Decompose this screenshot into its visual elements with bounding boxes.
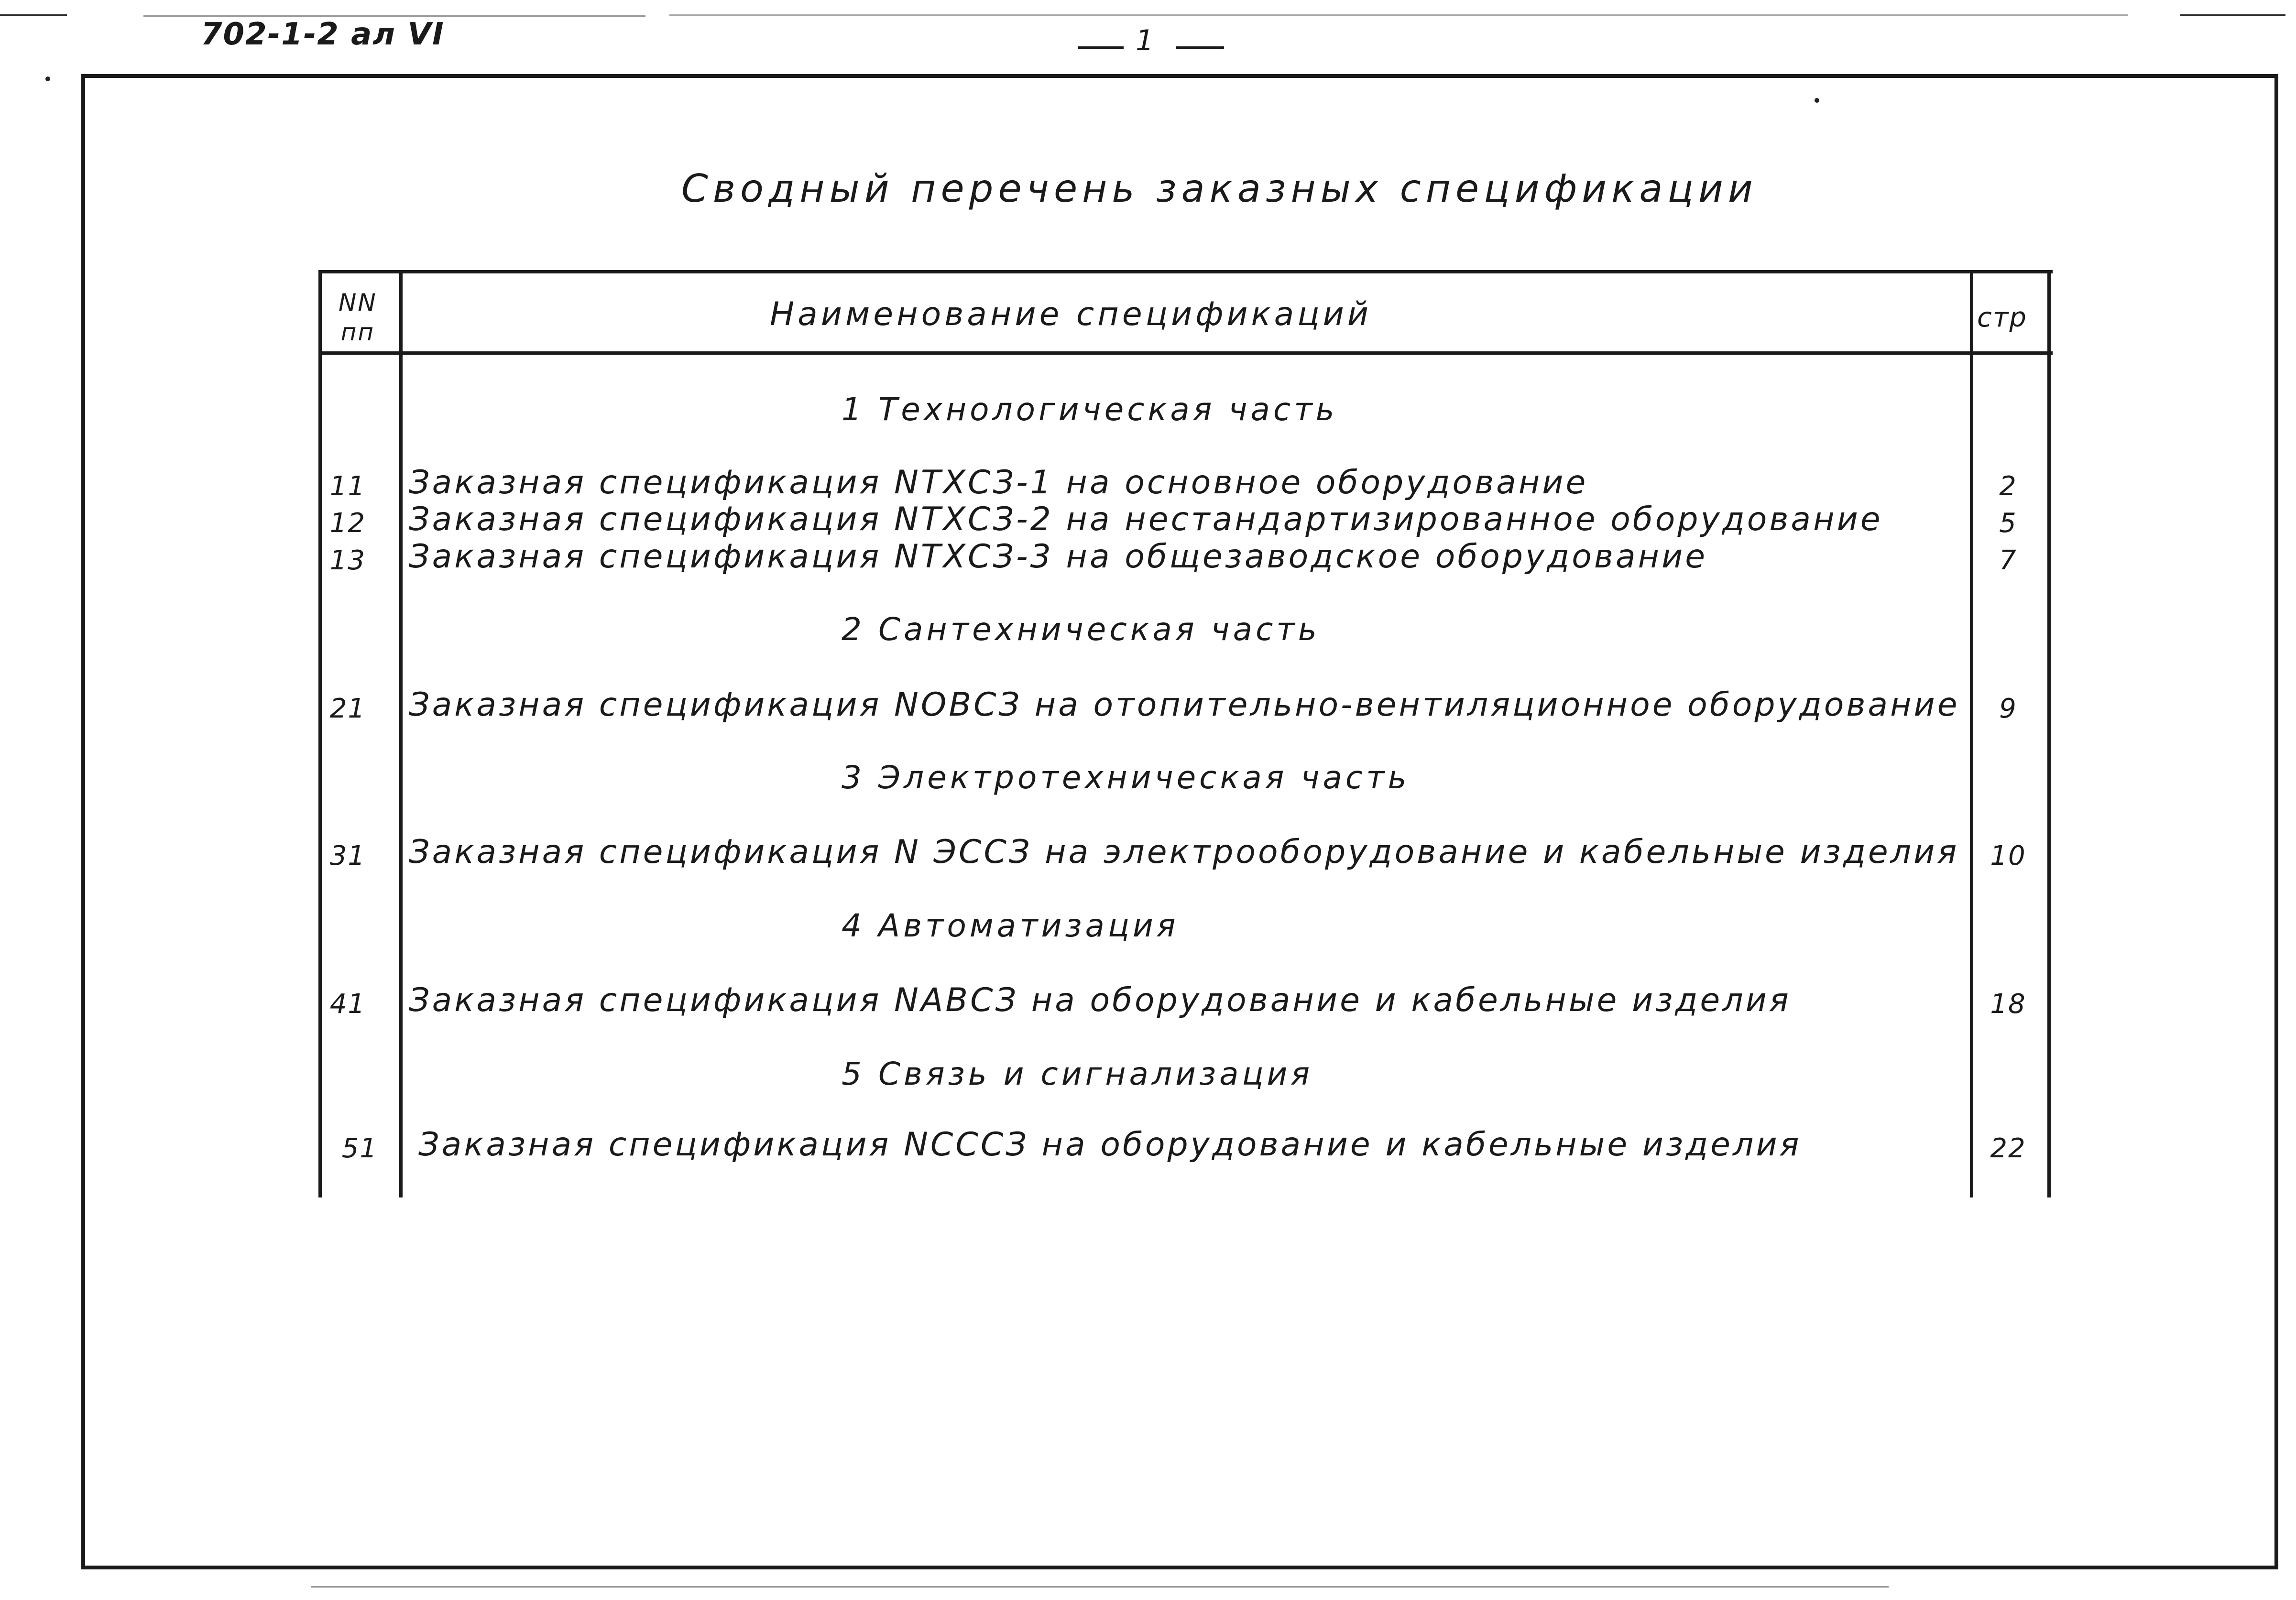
row-number: 13 [329, 545, 366, 576]
row-name: Заказная спецификация NТХСЗ-1 на основное оборудование [409, 464, 1588, 501]
scan-artifact-bottom [311, 1586, 1889, 1588]
page-number-dash-right [1176, 46, 1224, 49]
table-top-border [319, 270, 2053, 273]
header-number-col [339, 288, 377, 347]
page-title: Сводный перечень заказных спецификации [681, 166, 1758, 211]
row-page: 9 [1999, 693, 2017, 724]
table-left-border [318, 270, 322, 1197]
header-page-col: стр [1977, 302, 2027, 333]
row-page: 2 [1999, 471, 2017, 502]
row-page: 5 [1999, 508, 2017, 539]
row-name: Заказная спецификация NАВСЗ на оборудование и кабельные изделия [409, 981, 1791, 1019]
document-code: 702-1-2 ал VI [201, 17, 445, 52]
row-number: 41 [329, 989, 366, 1020]
section-heading-4: 4 Автоматизация [842, 907, 1179, 944]
page-number-dash-left [1078, 46, 1124, 49]
table-col-divider-2 [1970, 270, 1973, 1197]
row-number: 51 [341, 1133, 378, 1164]
row-name: Заказная спецификация NОВСЗ на отопительно-вентиляционное оборудование [409, 686, 1960, 724]
section-heading-3: 3 Электротехническая часть [842, 759, 1410, 796]
row-page: 10 [1990, 840, 2026, 871]
header-number-col-line1: NN [339, 289, 377, 316]
row-number: 11 [329, 471, 366, 502]
row-number: 12 [329, 508, 366, 539]
table-col-divider-1 [399, 270, 403, 1197]
row-page: 7 [1999, 545, 2017, 576]
header-number-col-line2: пп [340, 318, 375, 346]
row-name: Заказная спецификация NСССЗ на оборудование и кабельные изделия [418, 1126, 1802, 1164]
scan-speck [45, 76, 50, 81]
row-number: 21 [329, 693, 366, 724]
scan-artifact-top [669, 14, 2128, 16]
table-right-border [2047, 270, 2051, 1197]
section-heading-2: 2 Сантехническая часть [842, 611, 1320, 648]
header-name-col: Наименование спецификаций [770, 295, 1372, 333]
page-number: 1 [1136, 24, 1155, 57]
row-page: 22 [1990, 1133, 2026, 1164]
scan-artifact-top [2180, 14, 2285, 16]
row-page: 18 [1990, 989, 2026, 1020]
section-heading-5: 5 Связь и сигнализация [842, 1056, 1313, 1092]
row-name: Заказная спецификация NТХСЗ-2 на нестандартизированное оборудование [409, 501, 1883, 538]
row-number: 31 [329, 840, 366, 871]
row-name: Заказная спецификация NТХСЗ-3 на общезаводское оборудование [409, 538, 1708, 576]
row-name: Заказная спецификация N ЭССЗ на электрооборудование и кабельные изделия [409, 833, 1959, 871]
table-header-border [319, 351, 2053, 355]
section-heading-1: 1 Технологическая часть [842, 391, 1338, 428]
scan-artifact-top [0, 14, 67, 16]
